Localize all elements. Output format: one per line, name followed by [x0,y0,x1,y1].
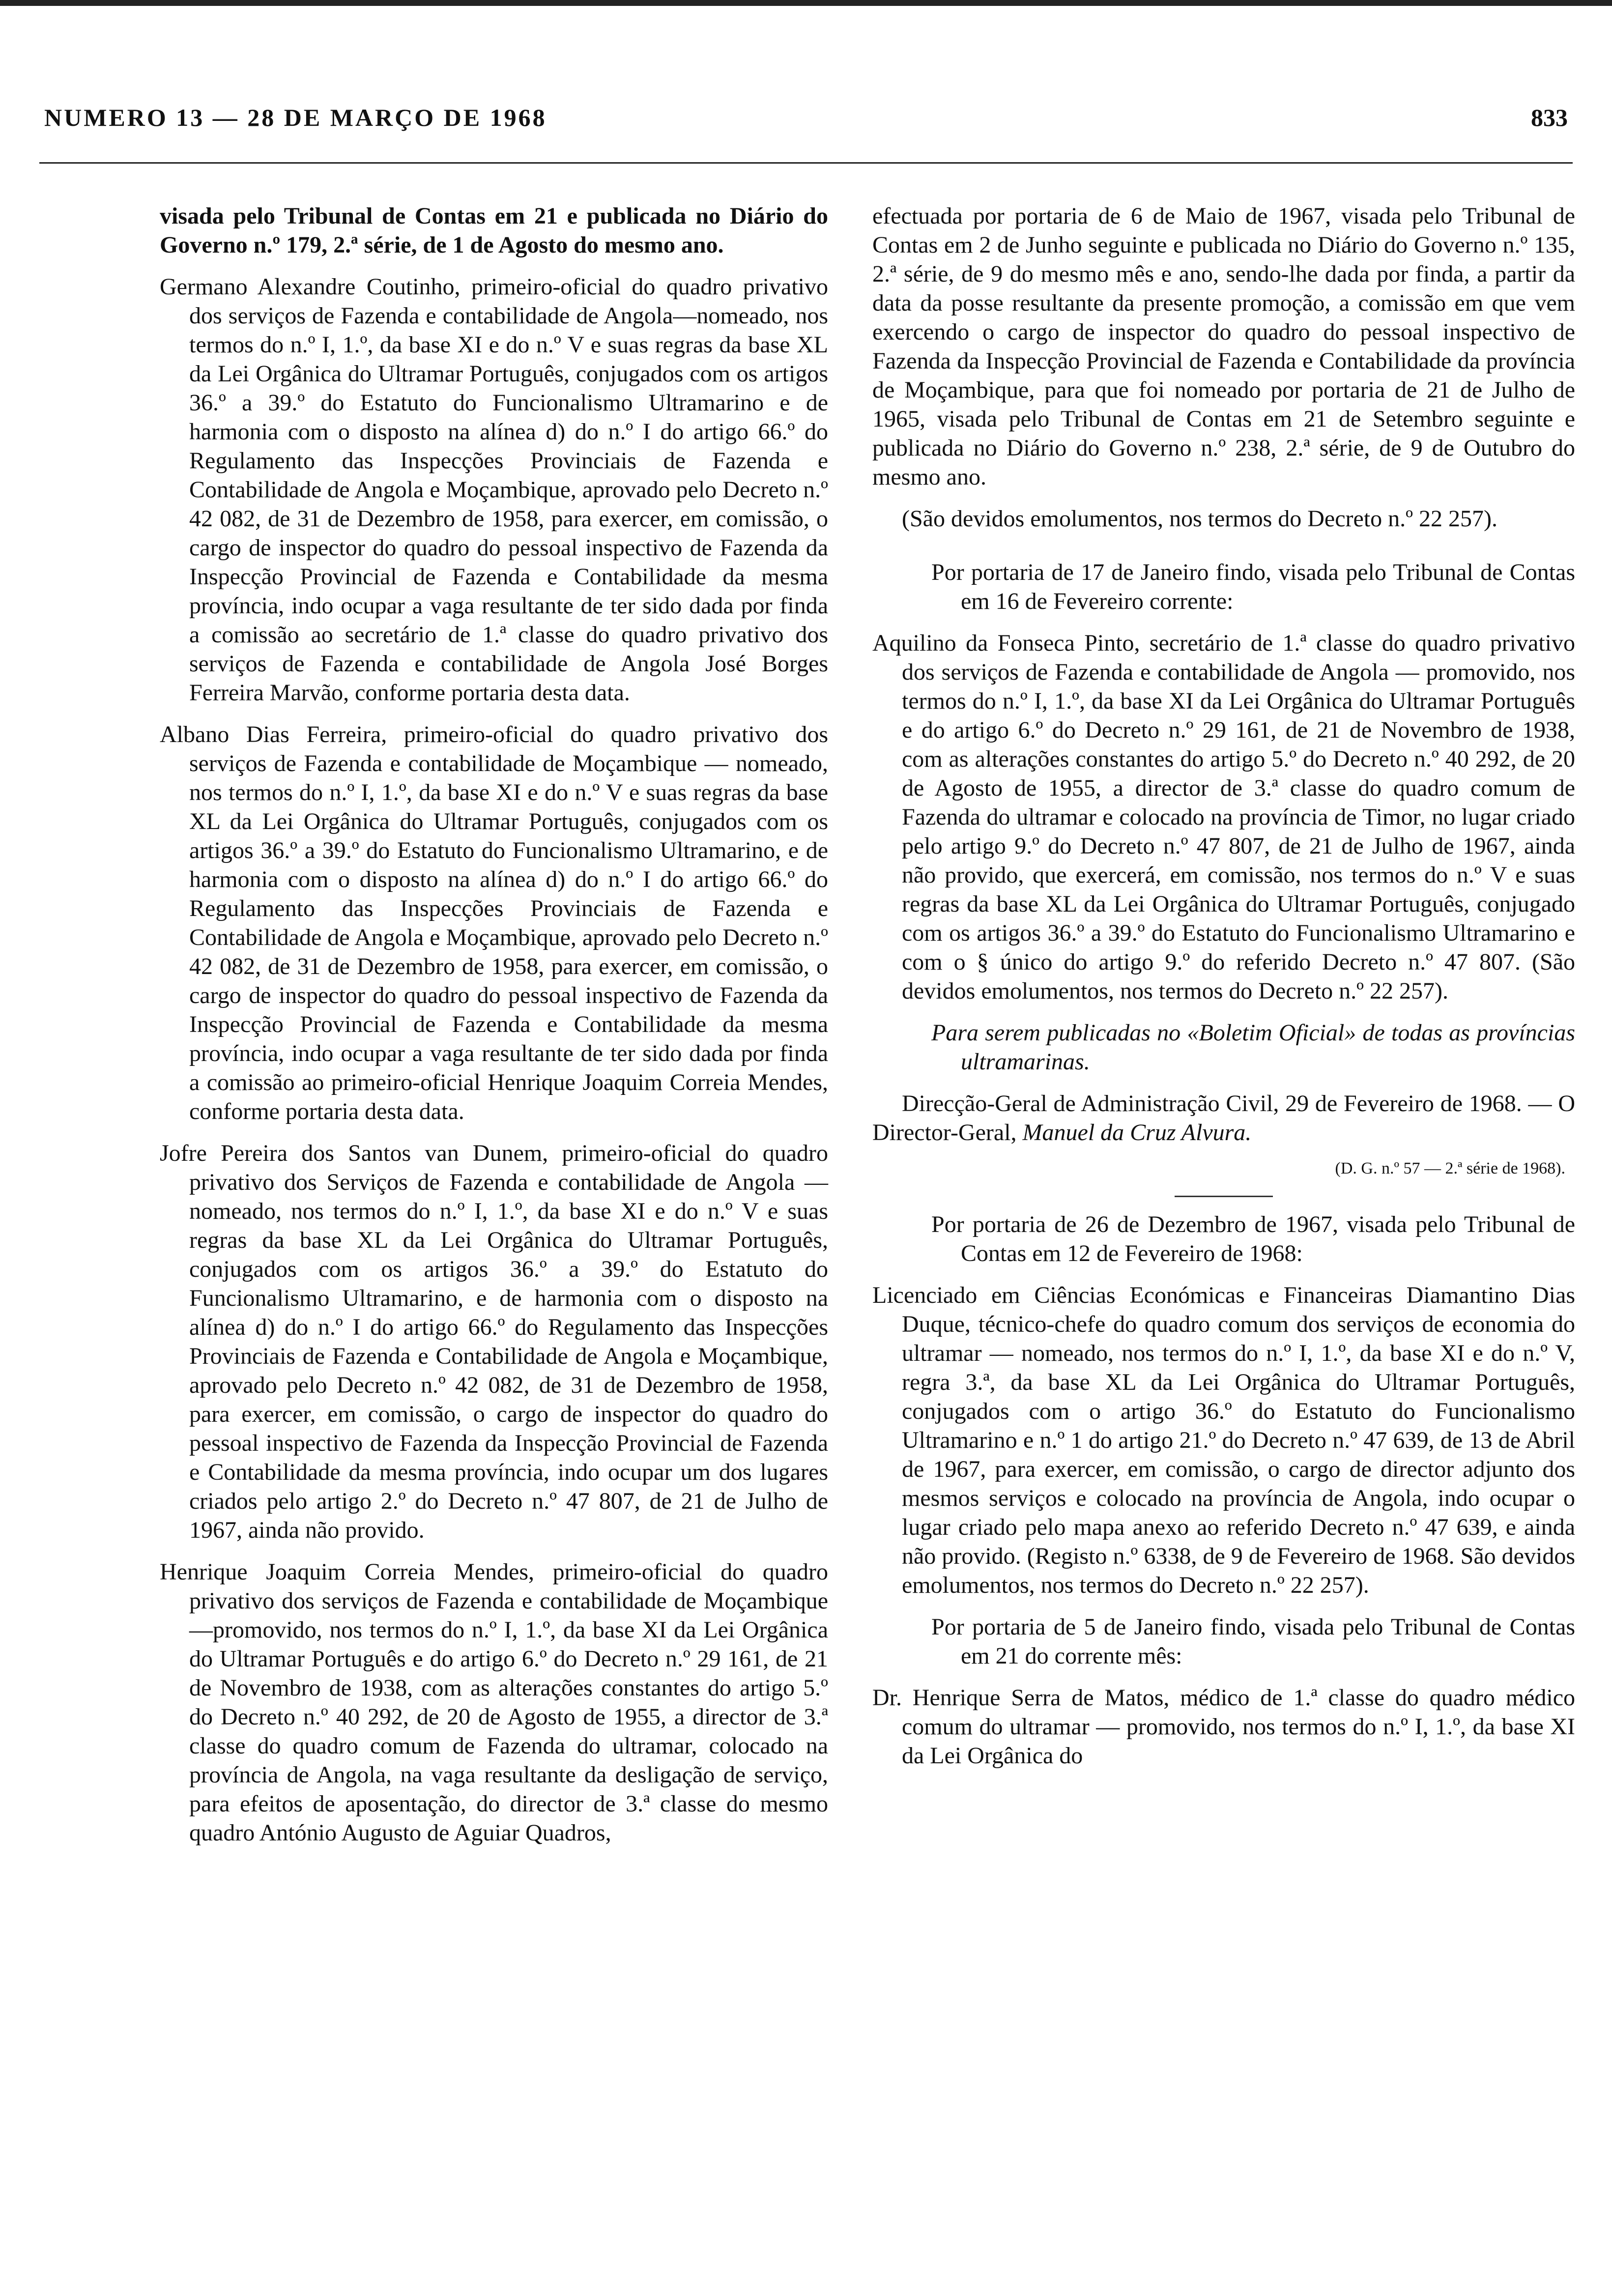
emoluments-note: (São devidos emolumentos, nos termos do Decreto n.º 22 257). [902,506,1498,532]
entry-albano-ferreira: Albano Dias Ferreira, primeiro-oficial do quadro privativo dos serviços de Fazenda e contabilidade de Moçambique — nomeado, nos termos do n.º I, 1.º, da base XI e do n.º V e suas regras da base XL da Lei Orgânica do Ultramar Português, conjugados com os artigos 36.º a 39.º do Estatuto do Funcionalismo Ultramarino, e de harmonia com o disposto na alínea d) do n.º I do artigo 66.º do Regulamento das Inspecções Provinciais de Fazenda e Contabilidade de Angola e Moçambique, aprovado pelo Decreto n.º 42 082, de 31 de Dezembro de 1958, para exercer, em comissão, o cargo de inspector do quadro do pessoal inspectivo de Fazenda da Inspecção Provincial de Fazenda e Contabilidade da mesma província, indo ocupar a vaga resultante de ter sido dada por finda a comissão ao primeiro-oficial Henrique Joaquim Correia Mendes, conforme portaria desta data. [160,721,828,1124]
entry-henrique-matos: Dr. Henrique Serra de Matos, médico de 1.ª classe do quadro médico comum do ultramar — promovido, nos termos do n.º I, 1.º, da base XI da Lei Orgânica do [872,1685,1575,1769]
entry-henrique-mendes: Henrique Joaquim Correia Mendes, primeiro-oficial do quadro privativo dos serviços de Fazenda e contabilidade de Moçambique—promovido, nos termos do n.º I, 1.º, da base XI da Lei Orgânica do Ultramar Português e do artigo 6.º do Decreto n.º 29 161, de 21 de Novembro de 1938, com as alterações constantes do artigo 5.º do Decreto n.º 40 292, de 20 de Agosto de 1955, a director de 3.ª classe do quadro comum de Fazenda do ultramar, colocado na província de Angola, na vaga resultante da desligação de serviço, para efeitos de aposentação, do director de 3.ª classe do mesmo quadro António Augusto de Aguiar Quadros, [160,1559,828,1846]
portaria-intro-3: Por portaria de 5 de Janeiro findo, visada pelo Tribunal de Contas em 21 do corrente mês: [931,1614,1575,1669]
page-top-border [0,0,1612,6]
entry-diamantino-duque: Licenciado em Ciências Económicas e Financeiras Diamantino Dias Duque, técnico-chefe do quadro comum dos serviços de economia do ultramar — nomeado, nos termos do n.º I, 1.º, da base XI e do n.º V, regra 3.ª, da base XL da Lei Orgânica do Ultramar Português, conjugados com o artigo 36.º do Estatuto do Funcionalismo Ultramarino e n.º 1 do artigo 21.º do Decreto n.º 47 639, de 13 de Abril de 1967, para exercer, em comissão, o cargo de director adjunto dos mesmos serviços e colocado na província de Angola, indo ocupar o lugar criado pelo mapa anexo ao referido Decreto n.º 47 639, e ainda não provido. (Registo n.º 6338, de 9 de Fevereiro de 1968. São devidos emolumentos, nos termos do Decreto n.º 22 257). [872,1282,1575,1598]
right-column [872,201,1575,1783]
section-divider [1175,1196,1273,1197]
left-column [160,201,828,1860]
continuation-paragraph [160,201,828,259]
page-header [44,103,1568,143]
entry-germano-coutinho: Germano Alexandre Coutinho, primeiro-oficial do quadro privativo dos serviços de Fazenda e contabilidade de Angola—nomeado, nos termos do n.º I, 1.º, da base XI e do n.º V e suas regras da base XL da Lei Orgânica do Ultramar Português, conjugados com os artigos 36.º a 39.º do Estatuto do Funcionalismo Ultramarino e de harmonia com o disposto na alínea d) do n.º I do artigo 66.º do Regulamento das Inspecções Provinciais de Fazenda e Contabilidade de Angola e Moçambique, aprovado pelo Decreto n.º 42 082, de 31 de Dezembro de 1958, para exercer, em comissão, o cargo de inspector do quadro do pessoal inspectivo de Fazenda da Inspecção Provincial de Fazenda e Contabilidade da mesma província, indo ocupar a vaga resultante de ter sido dada por finda a comissão ao secretário de 1.ª classe do quadro privativo dos serviços de Fazenda e contabilidade de Angola José Borges Ferreira Marvão, conforme portaria desta data. [160,274,828,706]
entry-aquilino-pinto: Aquilino da Fonseca Pinto, secretário de 1.ª classe do quadro privativo dos serviços de Fazenda e contabilidade de Angola — promovido, nos termos do n.º I, 1.º, da base XI da Lei Orgânica do Ultramar Português e do artigo 6.º do Decreto n.º 29 161, de 21 de Novembro de 1938, com as alterações constantes do artigo 5.º do Decreto n.º 40 292, de 20 de Agosto de 1955, a director de 3.ª classe do quadro comum de Fazenda do ultramar e colocado na província de Timor, no lugar criado pelo artigo 9.º do Decreto n.º 47 807, de 21 de Julho de 1967, ainda não provido, que exercerá, em comissão, nos termos do n.º V e suas regras da base XL da Lei Orgânica do Ultramar Português, conjugado com os artigos 36.º a 39.º do Estatuto do Funcionalismo Ultramarino e com o § único do artigo 9.º do referido Decreto n.º 47 807. (São devidos emolumentos, nos termos do Decreto n.º 22 257). [872,630,1575,1004]
page-number: 833 [1531,104,1568,131]
portaria-intro-2: Por portaria de 26 de Dezembro de 1967, visada pelo Tribunal de Contas em 12 de Fevereiro de 1968: [931,1211,1575,1266]
signature-block [872,1089,1575,1147]
portaria-intro-1: Por portaria de 17 de Janeiro findo, visada pelo Tribunal de Contas em 16 de Fevereiro corrente: [931,559,1575,614]
publication-note: Para serem publicadas no «Boletim Oficial» de todas as províncias ultramarinas. [931,1020,1575,1075]
continuation-text: visada pelo Tribunal de Contas em 21 e publicada no Diário do Governo n.º 179, 2.ª série, de 1 de Agosto do mesmo ano. [160,203,828,258]
header-rule [39,162,1573,164]
issue-date-header: NUMERO 13 — 28 DE MARÇO DE 1968 [44,104,547,131]
continuation-paragraph-right: efectuada por portaria de 6 de Maio de 1967, visada pelo Tribunal de Contas em 2 de Junho seguinte e publicada no Diário do Governo n.º 135, 2.ª série, de 9 do mesmo mês e ano, sendo-lhe dada por finda, a partir da data da posse resultante da presente promoção, a comissão em que vem exercendo o cargo de inspector do quadro do pessoal inspectivo de Fazenda da Inspecção Provincial de Fazenda e Contabilidade da província de Moçambique, para que foi nomeado por portaria de 21 de Julho de 1965, visada pelo Tribunal de Contas em 21 de Setembro seguinte e publicada no Diário do Governo n.º 238, 2.ª série, de 9 de Outubro do mesmo ano. [872,203,1575,490]
signature-name: Manuel da Cruz Alvura. [1022,1119,1252,1146]
source-reference: (D. G. n.º 57 — 2.ª série de 1968). [1335,1159,1565,1177]
entry-jofre-van-dunem: Jofre Pereira dos Santos van Dunem, primeiro-oficial do quadro privativo dos Serviços de Fazenda e contabilidade de Angola — nomeado, nos termos do n.º I, 1.º, da base XI e do n.º V e suas regras da base XL da Lei Orgânica do Ultramar Português, conjugados com os artigos 36.º a 39.º do Estatuto do Funcionalismo Ultramarino, e de harmonia com o disposto na alínea d) do n.º I do artigo 66.º do Regulamento das Inspecções Provinciais de Fazenda e Contabilidade de Angola e Moçambique, aprovado pelo Decreto n.º 42 082, de 31 de Dezembro de 1958, para exercer, em comissão, o cargo de inspector do quadro do pessoal inspectivo de Fazenda da Inspecção Provincial de Fazenda e Contabilidade da mesma província, indo ocupar um dos lugares criados pelo artigo 2.º do Decreto n.º 47 807, de 21 de Julho de 1967, ainda não provido. [160,1140,828,1543]
signature-text: Direcção-Geral de Administração Civil, 29 de Fevereiro de 1968. — O Director-Geral, [872,1091,1575,1146]
